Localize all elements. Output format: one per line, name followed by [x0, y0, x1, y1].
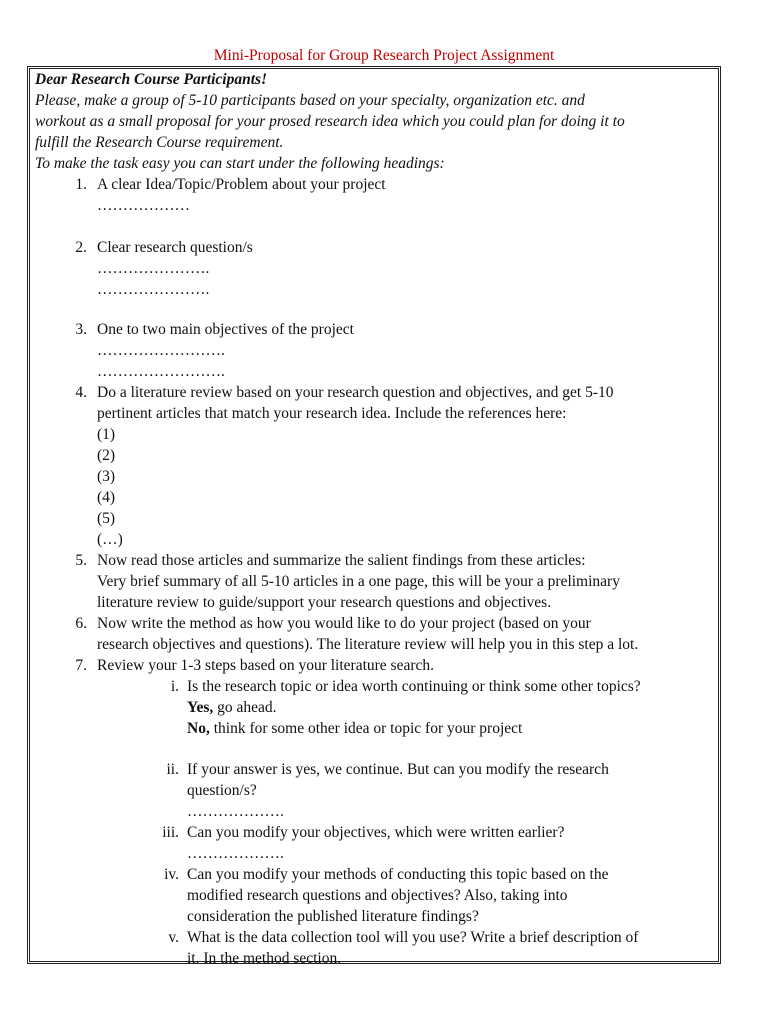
sub-item-text: question/s? [187, 782, 257, 799]
reference-slot: (…) [97, 531, 123, 548]
item-text: A clear Idea/Topic/Problem about your project [97, 176, 386, 193]
answer-blank: ………………. [187, 845, 284, 862]
no-option [187, 719, 522, 739]
roman-numeral: ii. [166, 761, 179, 778]
item-text: literature review to guide/support your research questions and objectives. [97, 594, 552, 611]
item-text: Do a literature review based on your research question and objectives, and get 5-10 [97, 384, 614, 401]
item-text: Review your 1-3 steps based on your literature search. [97, 657, 435, 674]
sub-item-text: consideration the published literature findings? [187, 908, 479, 925]
intro-line: workout as a small proposal for your prosed research idea which you could plan for doing it to [35, 113, 625, 130]
item-text: Very brief summary of all 5-10 articles in a one page, this will be your a preliminary [97, 573, 620, 590]
item-number: 1. [75, 176, 87, 193]
reference-slot: (3) [97, 468, 116, 485]
sub-item-text: If your answer is yes, we continue. But can you modify the research [187, 761, 609, 778]
item-text: pertinent articles that match your research idea. Include the references here: [97, 405, 567, 422]
sub-item-text: Can you modify your objectives, which were written earlier? [187, 824, 565, 841]
item-text: Clear research question/s [97, 239, 253, 256]
roman-numeral: iii. [162, 824, 179, 841]
sub-item-text: Can you modify your methods of conducting this topic based on the [187, 866, 609, 883]
intro-line: To make the task easy you can start under the following headings: [35, 155, 445, 172]
answer-blank: ……………………. [97, 342, 225, 359]
item-number: 4. [75, 384, 87, 401]
no-label: No, [187, 720, 210, 737]
sub-item-text: modified research questions and objectives? Also, taking into [187, 887, 568, 904]
reference-slot: (1) [97, 426, 116, 443]
roman-numeral: v. [168, 929, 179, 946]
roman-numeral: i. [170, 678, 179, 695]
answer-blank: …………………. [97, 260, 210, 277]
yes-text: go ahead. [213, 699, 277, 716]
intro-line: fulfill the Research Course requirement. [35, 134, 284, 151]
item-number: 7. [75, 657, 87, 674]
item-number: 6. [75, 615, 87, 632]
yes-label: Yes, [187, 699, 214, 716]
answer-blank: ……………… [97, 197, 190, 214]
item-number: 3. [75, 321, 87, 338]
document-title: Mini-Proposal for Group Research Project Assignment [213, 47, 555, 64]
intro-line: Please, make a group of 5-10 participants based on your specialty, organization etc. and [35, 92, 585, 109]
reference-slot: (4) [97, 489, 116, 506]
item-text: Now write the method as how you would like to do your project (based on your [97, 615, 591, 632]
item-text: One to two main objectives of the project [97, 321, 354, 338]
answer-blank: ………………. [187, 803, 284, 820]
item-number: 2. [75, 239, 87, 256]
greeting: Dear Research Course Participants! [35, 71, 268, 88]
sub-item-text: What is the data collection tool will you use? Write a brief description of [187, 929, 639, 946]
yes-option [187, 698, 277, 718]
no-text: think for some other idea or topic for your project [209, 720, 523, 737]
sub-item-text: it. In the method section. [187, 950, 342, 967]
reference-slot: (5) [97, 510, 116, 527]
reference-slot: (2) [97, 447, 116, 464]
item-text: Now read those articles and summarize the salient findings from these articles: [97, 552, 586, 569]
roman-numeral: iv. [164, 866, 179, 883]
item-text: research objectives and questions). The literature review will help you in this step a lot. [97, 636, 639, 653]
item-number: 5. [75, 552, 87, 569]
sub-item-text: Is the research topic or idea worth continuing or think some other topics? [187, 678, 641, 695]
answer-blank: ……………………. [97, 363, 225, 380]
answer-blank: …………………. [97, 281, 210, 298]
